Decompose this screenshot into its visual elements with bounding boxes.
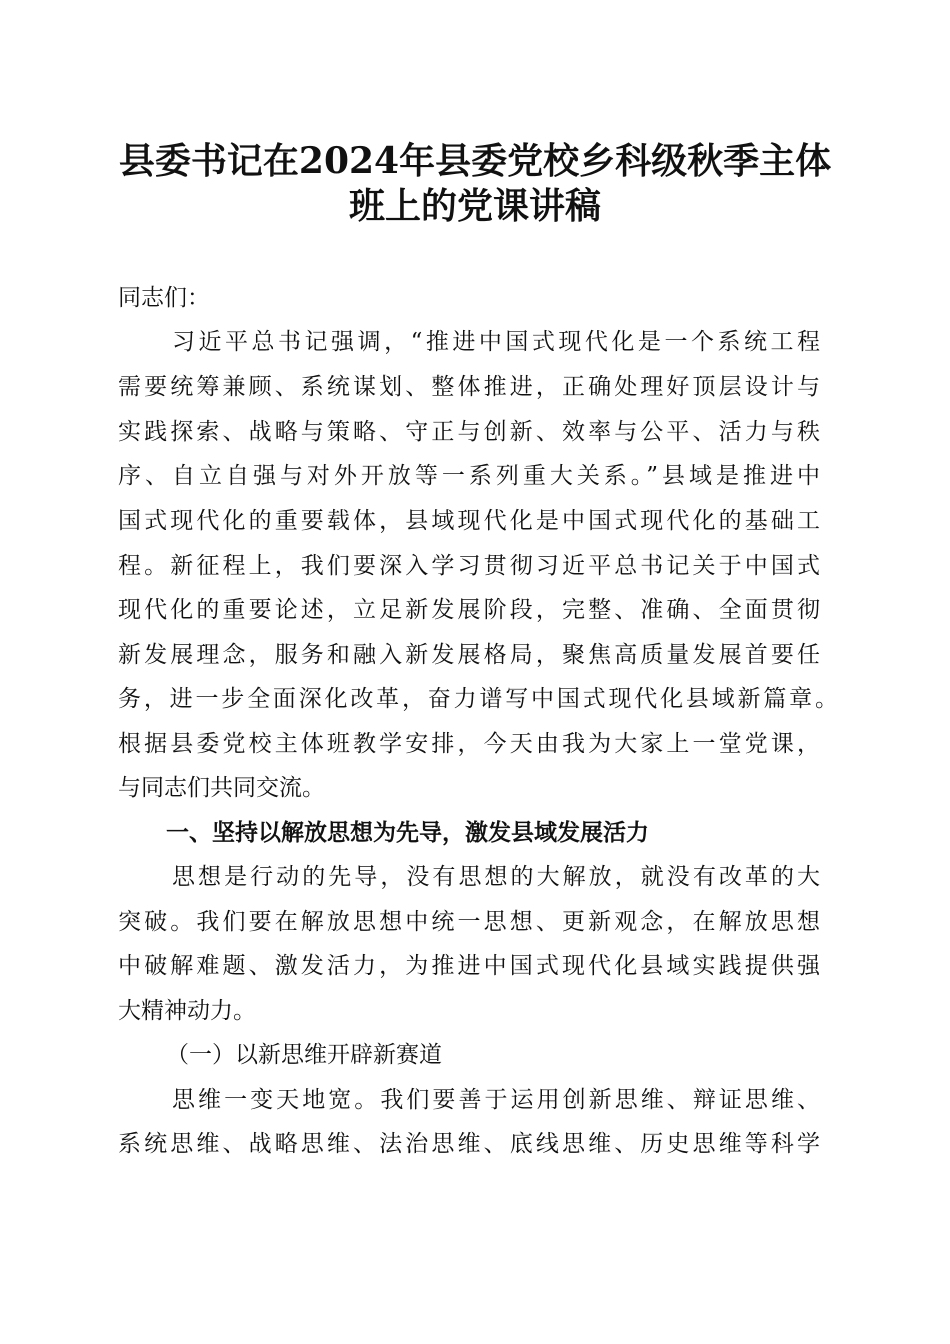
paragraph-line: 实践探索、战略与策略、守正与创新、效率与公平、活力与秩 bbox=[118, 419, 820, 445]
paragraph-line: 国式现代化的重要载体，县域现代化是中国式现代化的基础工 bbox=[118, 508, 820, 534]
paragraph-line: 现代化的重要论述，立足新发展阶段，完整、准确、全面贯彻 bbox=[118, 597, 820, 623]
paragraph-line: 突破。我们要在解放思想中统一思想、更新观念，在解放思想 bbox=[118, 909, 820, 935]
document-title-line-1: 县委书记在2024年县委党校乡科级秋季主体 bbox=[118, 140, 832, 182]
paragraph-line: 思维一变天地宽。我们要善于运用创新思维、辩证思维、 bbox=[172, 1087, 820, 1113]
paragraph-line: 思想是行动的先导，没有思想的大解放，就没有改革的大 bbox=[172, 864, 820, 890]
paragraph-line: 与同志们共同交流。 bbox=[118, 775, 325, 801]
paragraph-line: 务，进一步全面深化改革，奋力谱写中国式现代化县域新篇章。 bbox=[118, 686, 838, 712]
paragraph-line: 新发展理念，服务和融入新发展格局，聚焦高质量发展首要任 bbox=[118, 642, 820, 668]
paragraph-line: 根据县委党校主体班教学安排，今天由我为大家上一堂党课， bbox=[118, 731, 820, 757]
subsection-heading: （一）以新思维开辟新赛道 bbox=[166, 1042, 442, 1068]
paragraph-line: 中破解难题、激发活力，为推进中国式现代化县域实践提供强 bbox=[118, 953, 820, 979]
section-heading: 一、坚持以解放思想为先导，激发县域发展活力 bbox=[166, 820, 649, 846]
paragraph-line: 习近平总书记强调，“推进中国式现代化是一个系统工程 bbox=[172, 329, 820, 355]
salutation: 同志们： bbox=[118, 285, 210, 311]
paragraph-line: 系统思维、战略思维、法治思维、底线思维、历史思维等科学 bbox=[118, 1131, 820, 1157]
paragraph-line: 需要统筹兼顾、系统谋划、整体推进，正确处理好顶层设计与 bbox=[118, 374, 820, 400]
paragraph-line: 程。新征程上，我们要深入学习贯彻习近平总书记关于中国式 bbox=[118, 553, 820, 579]
paragraph-line: 序、自立自强与对外开放等一系列重大关系。”县域是推进中 bbox=[118, 463, 820, 489]
document-title-line-2: 班上的党课讲稿 bbox=[348, 185, 601, 227]
paragraph-line: 大精神动力。 bbox=[118, 998, 256, 1024]
